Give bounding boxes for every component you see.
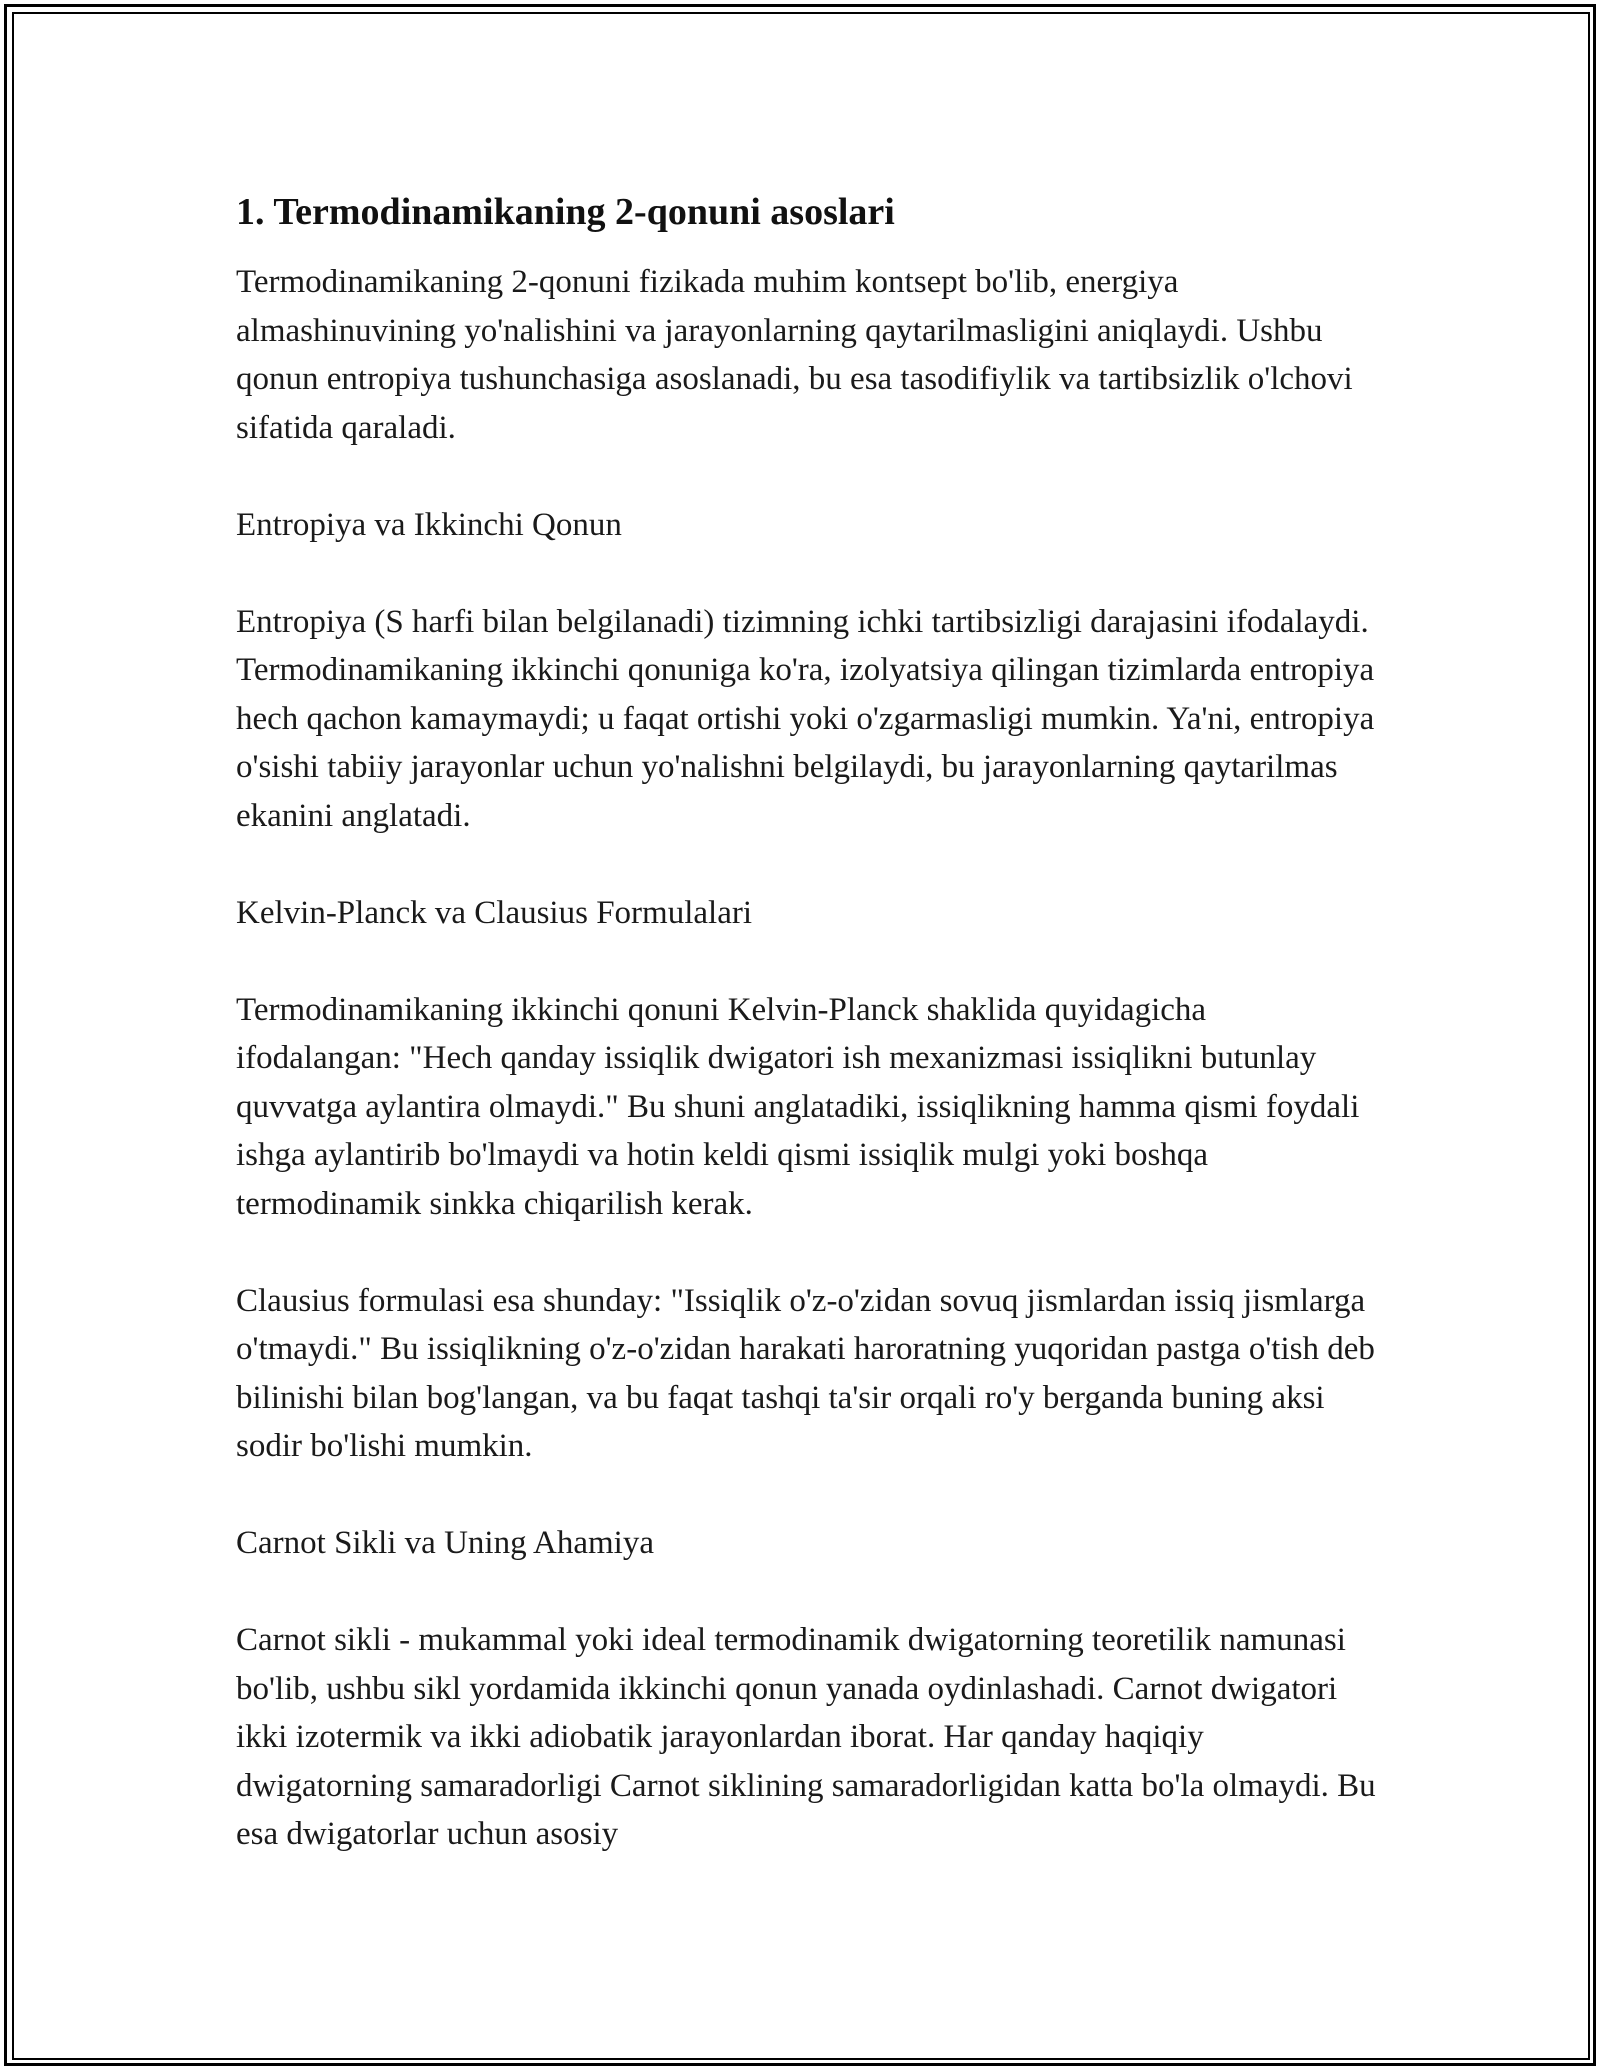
document-title: 1. Termodinamikaning 2-qonuni asoslari bbox=[236, 191, 895, 233]
section-heading-entropy: Entropiya va Ikkinchi Qonun bbox=[236, 506, 622, 543]
document-body bbox=[236, 186, 1376, 1907]
kelvin-planck-paragraph: Termodinamikaning ikkinchi qonuni Kelvin-Planck shaklida quyidagicha ifodalangan: "Hech qanday issiqlik dwigatori ish mexanizmasi issiqlikni butunlay quvvatga aylantira olmaydi." Bu shuni anglatadiki, issiqlikning hamma qismi foydali ishga aylantirib bo'lmaydi va hotin keldi qismi issiqlik mulgi yoki boshqa termodinamik sinkka chiqarilish kerak. bbox=[236, 991, 1360, 1222]
intro-paragraph: Termodinamikaning 2-qonuni fizikada muhim kontsept bo'lib, energiya almashinuvining yo'nalishini va jarayonlarning qaytarilmasligini aniqlaydi. Ushbu qonun entropiya tushunchasiga asoslanadi, bu esa tasodifiylik va tartibsizlik o'lchovi sifatida qaraladi. bbox=[236, 264, 1353, 446]
carnot-paragraph: Carnot sikli - mukammal yoki ideal termodinamik dwigatorning teoretilik namunasi bo'lib, ushbu sikl yordamida ikkinchi qonun yanada oydinlashadi. Carnot dwigatori ikki izotermik va ikki adiobatik jarayonlardan iborat. Har qanday haqiqiy dwigatorning samaradorligi Carnot siklining samaradorligidan katta bo'la olmaydi. Bu esa dwigatorlar uchun asosiy bbox=[236, 1622, 1376, 1852]
section-heading-carnot: Carnot Sikli va Uning Ahamiya bbox=[236, 1525, 654, 1561]
clausius-paragraph: Clausius formulasi esa shunday: "Issiqlik o'z-o'zidan sovuq jismlardan issiq jismlarga o'tmaydi." Bu issiqlikning o'z-o'zidan harakati haroratning yuqoridan pastga o'tish deb bilinishi bilan bog'langan, va bu faqat tashqi ta'sir orqali ro'y berganda buning aksi sodir bo'lishi mumkin. bbox=[236, 1282, 1375, 1464]
entropy-paragraph: Entropiya (S harfi bilan belgilanadi) tizimning ichki tartibsizligi darajasini ifodalaydi. Termodinamikaning ikkinchi qonuniga ko'ra, izolyatsiya qilingan tizimlarda entropiya hech qachon kamaymaydi; u faqat ortishi yoki o'zgarmasligi mumkin. Ya'ni, entropiya o'sishi tabiiy jarayonlar uchun yo'nalishni belgilaydi, bu jarayonlarning qaytarilmas ekanini anglatadi. bbox=[236, 603, 1375, 834]
section-heading-kelvin-clausius: Kelvin-Planck va Clausius Formulalari bbox=[236, 894, 752, 931]
